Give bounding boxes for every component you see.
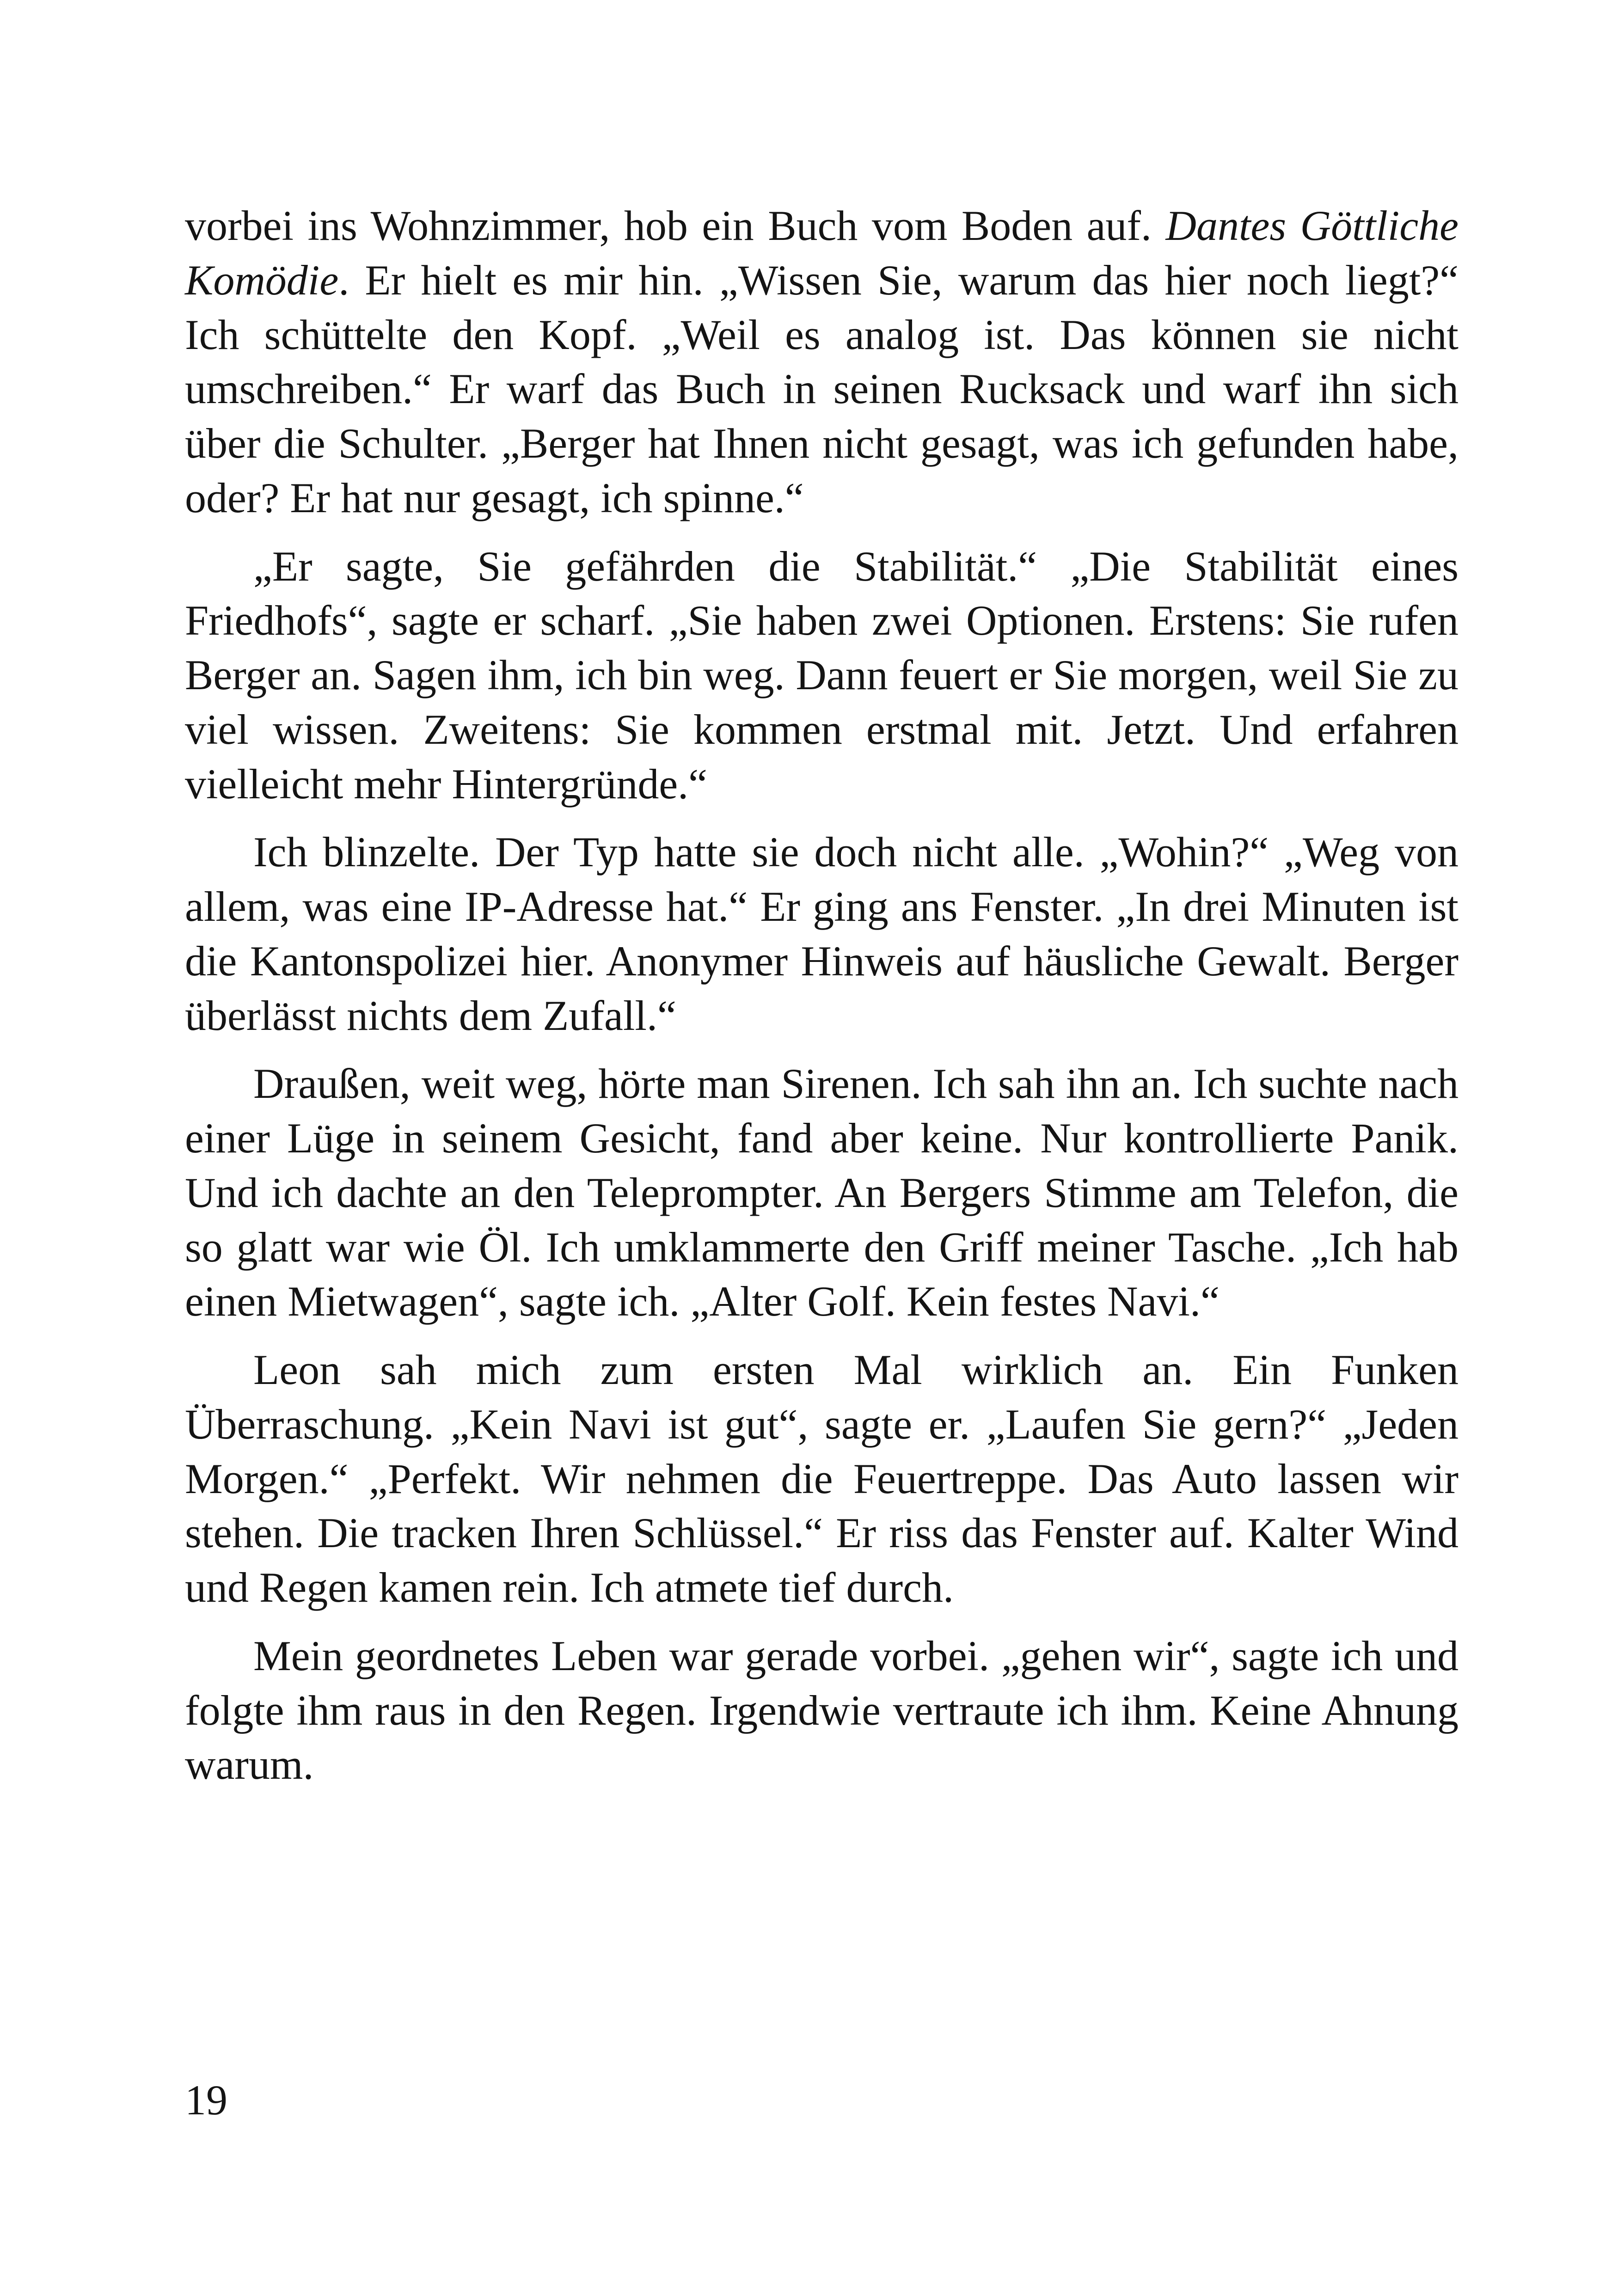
body-text: . Er hielt es mir hin. „Wissen Sie, warum das hier noch liegt?“ Ich schüttelte den Kopf. „Weil es analog ist. Das können sie nicht umschreiben.“ Er warf das Buch in seinen Rucksack und warf ihn sich über die Schulter. „Berger hat Ihnen nicht gesagt, was ich gefunden habe, oder? Er hat nur gesagt, ich spinne.“	[185, 256, 1459, 521]
paragraph	[185, 1629, 1459, 1792]
italic-book-title: Dantes Göttliche Komödie	[185, 202, 1459, 304]
page-text	[185, 199, 1459, 1806]
page-number: 19	[185, 2076, 227, 2124]
body-text: Ich blinzelte. Der Typ hatte sie doch nicht alle. „Wohin?“ „Weg von allem, was eine IP-Adresse hat.“ Er ging ans Fenster. „In drei Minuten ist die Kantonspolizei hier. Anonymer Hinweis auf häusliche Gewalt. Berger überlässt nichts dem Zufall.“	[185, 828, 1459, 1039]
paragraph	[185, 539, 1459, 812]
paragraph	[185, 825, 1459, 1043]
paragraph	[185, 199, 1459, 526]
body-text: vorbei ins Wohnzimmer, hob ein Buch vom Boden auf.	[185, 202, 1166, 249]
body-text: Draußen, weit weg, hörte man Sirenen. Ich sah ihn an. Ich suchte nach einer Lüge in seinem Gesicht, fand aber keine. Nur kontrollierte Panik. Und ich dachte an den Teleprompter. An Bergers Stimme am Telefon, die so glatt war wie Öl. Ich umklammerte den Griff meiner Tasche. „Ich hab einen Mietwagen“, sagte ich. „Alter Golf. Kein festes Navi.“	[185, 1060, 1459, 1325]
body-text: Leon sah mich zum ersten Mal wirklich an. Ein Funken Überraschung. „Kein Navi ist gut“, sagte er. „Laufen Sie gern?“ „Jeden Morgen.“ „Perfekt. Wir nehmen die Feuertreppe. Das Auto lassen wir stehen. Die tracken Ihren Schlüssel.“ Er riss das Fenster auf. Kalter Wind und Regen kamen rein. Ich atmete tief durch.	[185, 1346, 1459, 1611]
body-text: Mein geordnetes Leben war gerade vorbei. „gehen wir“, sagte ich und folgte ihm raus in den Regen. Irgendwie vertraute ich ihm. Keine Ahnung warum.	[185, 1632, 1459, 1788]
paragraph	[185, 1057, 1459, 1329]
paragraph	[185, 1343, 1459, 1615]
body-text: „Er sagte, Sie gefährden die Stabilität.“ „Die Stabilität eines Friedhofs“, sagte er scharf. „Sie haben zwei Optionen. Erstens: Sie rufen Berger an. Sagen ihm, ich bin weg. Dann feuert er Sie morgen, weil Sie zu viel wissen. Zweitens: Sie kommen erstmal mit. Jetzt. Und erfahren vielleicht mehr Hintergründe.“	[185, 542, 1459, 808]
